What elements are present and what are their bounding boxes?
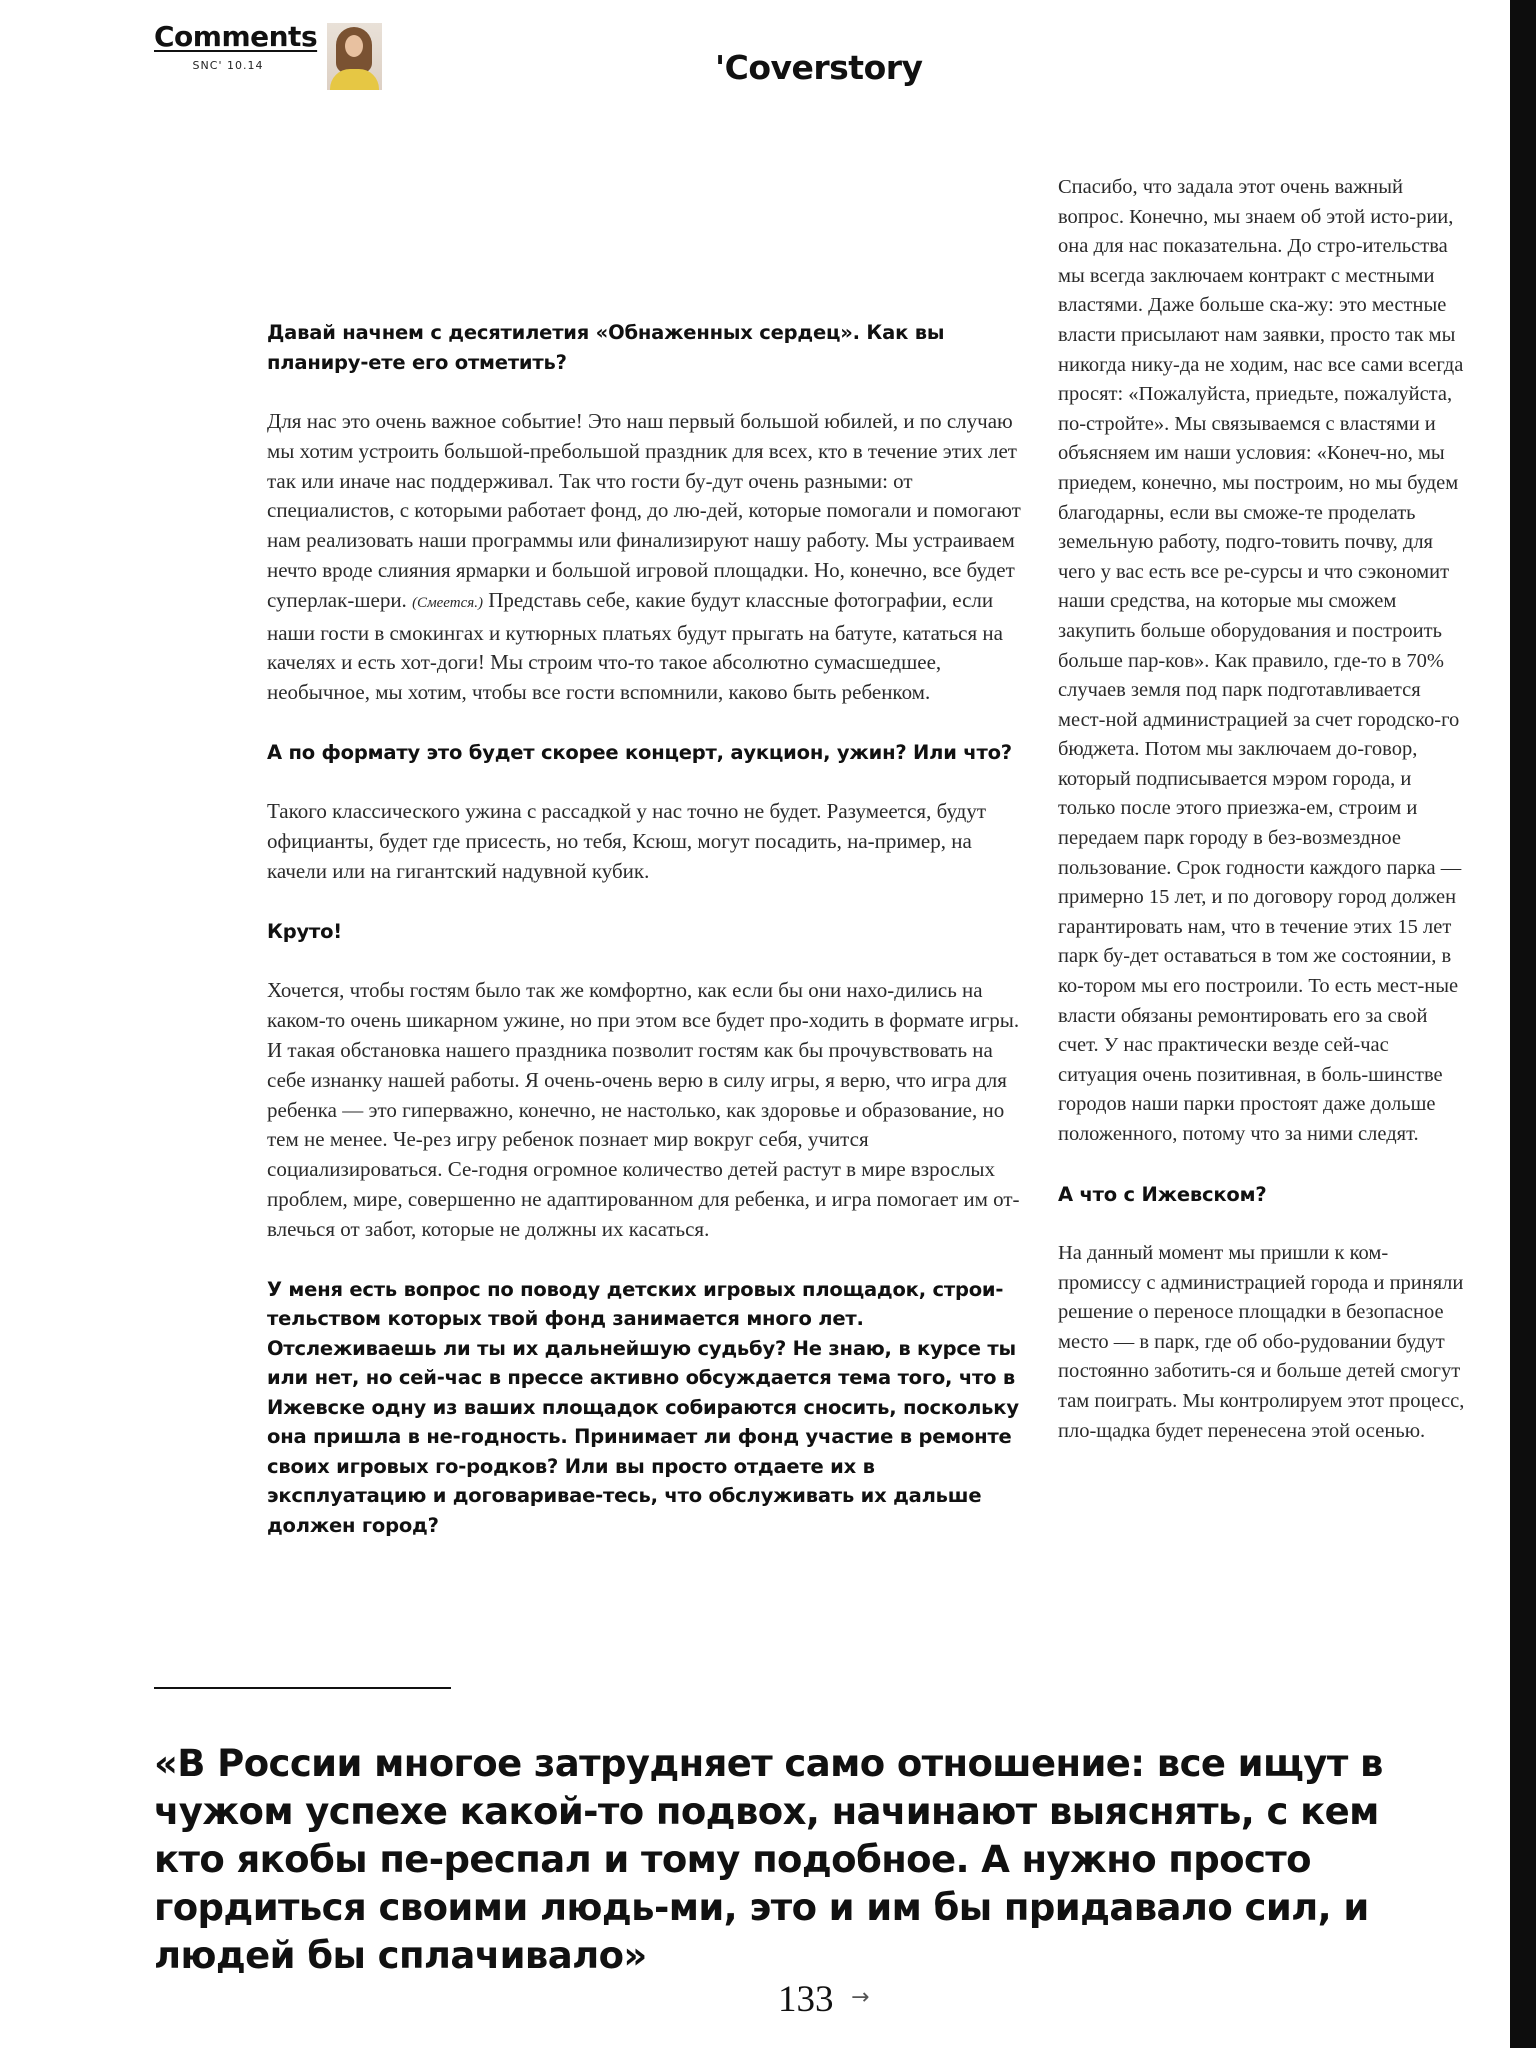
- answer-1: [267, 407, 1021, 708]
- quote-divider: [154, 1687, 451, 1689]
- brand-link[interactable]: Comments: [154, 20, 318, 53]
- answer-1-aside: (Смеется.): [412, 594, 483, 611]
- answer-1-text-a: Для нас это очень важное событие! Это наш первый большой юбилей, и по случаю мы хотим устроить большой-пребольшой праздник для всех, кто в течение этих лет так или иначе нас поддерживал. Так что гости бу-дут очень разными: от специалистов, с которыми работает фонд, до лю-дей, которые помогали и помогают нам реализовать наши программы или финализируют нашу работу. Мы устраиваем нечто вроде слияния ярмарки и большой игровой площадки. Но, конечно, все будет суперлак-шери.: [267, 409, 1021, 612]
- page-edge-bar: [1510, 0, 1536, 2048]
- answer-2: Такого классического ужина с рассадкой у нас точно не будет. Разумеется, будут официанты, будет где присесть, но тебя, Ксюш, могут посадить, на-пример, на качели или на гигантский надувной кубик.: [267, 799, 986, 884]
- next-page-arrow-icon[interactable]: →: [851, 1985, 870, 2010]
- brand-block: [154, 20, 318, 72]
- page-number: 133: [778, 1979, 834, 2020]
- issue-label: SNC' 10.14: [192, 59, 264, 72]
- thumbnail-face: [345, 35, 363, 57]
- question-3: Круто!: [267, 919, 343, 943]
- question-4: У меня есть вопрос по поводу детских игровых площадок, строи-тельством которых твой фонд занимается много лет. Отслеживаешь ли ты их дальнейшую судьбу? Не знаю, в курсе ты или нет, но сей-час в прессе активно обсуждается тема того, что в Ижевске одну из ваших площадок собираются сносить, поскольку она пришла в не-годность. Принимает ли фонд участие в ремонте своих игровых го-родков? Или вы просто отдаете их в эксплуатацию и договаривае-тесь, что обслуживать их дальше должен город?: [267, 1277, 1019, 1537]
- portrait-thumbnail-icon[interactable]: [327, 23, 382, 90]
- answer-3: Хочется, чтобы гостям было так же комфортно, как если бы они нахо-дились на каком-то очень шикарном ужине, но при этом все будет про-ходить в формате игры. И такая обстановка нашего праздника позволит гостям как бы прочувствовать на себе изнанку нашей работы. Я очень-очень верю в силу игры, я верю, что игра для ребенка — это гиперважно, конечно, не настолько, как здоровье и образование, но тем не менее. Че-рез игру ребенок познает мир вокруг себя, учится социализироваться. Се-годня огромное количество детей растут в мире взрослых проблем, мире, совершенно не адаптированном для ребенка, и игра помогает им от-влечься от забот, которые не должны их касаться.: [267, 978, 1020, 1241]
- section-title: 'Coverstory: [715, 48, 923, 87]
- answer-4: Спасибо, что задала этот очень важный вопрос. Конечно, мы знаем об этой исто-рии, она для нас показательна. До стро-ительства мы всегда заключаем контракт с местными властями. Даже больше ска-жу: это местные власти присылают нам заявки, просто так мы никогда нику-да не ходим, нас все сами всегда просят: «Пожалуйста, приедьте, пожалуйста, по-стройте». Мы связываемся с властями и объясняем им наши условия: «Конеч-но, мы приедем, конечно, мы построим, но мы будем благодарны, если вы сможе-те проделать земельную работу, подго-товить почву, для чего у вас есть все ре-сурсы и что сэкономит наши средства, на которые мы сможем закупить больше оборудования и построить больше пар-ков». Как правило, где-то в 70% случаев земля под парк подготавливается мест-ной администрацией за счет городско-го бюджета. Потом мы заключаем до-говор, который подписывается мэром города, и только после этого приезжа-ем, строим и передаем парк городу в без-возмездное пользование. Срок годности каждого парка — примерно 15 лет, и по договору город должен гарантировать нам, что в течение этих 15 лет парк бу-дет оставаться в том же состоянии, в ко-тором мы его построили. То есть мест-ные власти обязаны ремонтировать его за свой счет. У нас практически везде сей-час ситуация очень позитивная, в боль-шинстве городов наши парки простоят даже дольше положенного, потому что за ними следят.: [1058, 176, 1464, 1145]
- right-column: [1058, 173, 1468, 1476]
- pull-quote: «В России многое затрудняет само отношение: все ищут в чужом успехе какой-то подвох, начинают выяснять, с кем кто якобы пе-респал и тому подобное. А нужно просто гордиться своими людь-ми, это и им бы придавало сил, и людей бы сплачивало»: [154, 1742, 1383, 1977]
- question-1: Давай начнем с десятилетия «Обнаженных сердец». Как вы планиру-ете его отметить?: [267, 321, 945, 374]
- question-2: А по формату это будет скорее концерт, аукцион, ужин? Или что?: [267, 740, 1012, 764]
- answer-1-text-b: Представь себе, какие будут классные фотографии, если наши гости в смокингах и кутюрных платьях будут прыгать на батуте, кататься на качелях и есть хот-доги! Мы строим что-то такое абсолютно сумасшедшее, необычное, мы хотим, чтобы все гости вспомнили, каково быть ребенком.: [267, 587, 1003, 705]
- question-5: А что с Ижевском?: [1058, 1182, 1267, 1206]
- left-column: [267, 318, 1021, 1570]
- answer-5: На данный момент мы пришли к ком-промиссу с администрацией города и приняли решение о переносе площадки в безопасное место — в парк, где об обо-рудовании будут постоянно заботить-ся и больше детей смогут там поиграть. Мы контролируем этот процесс, пло-щадка будет перенесена этой осенью.: [1058, 1242, 1465, 1442]
- thumbnail-clothing: [330, 69, 379, 90]
